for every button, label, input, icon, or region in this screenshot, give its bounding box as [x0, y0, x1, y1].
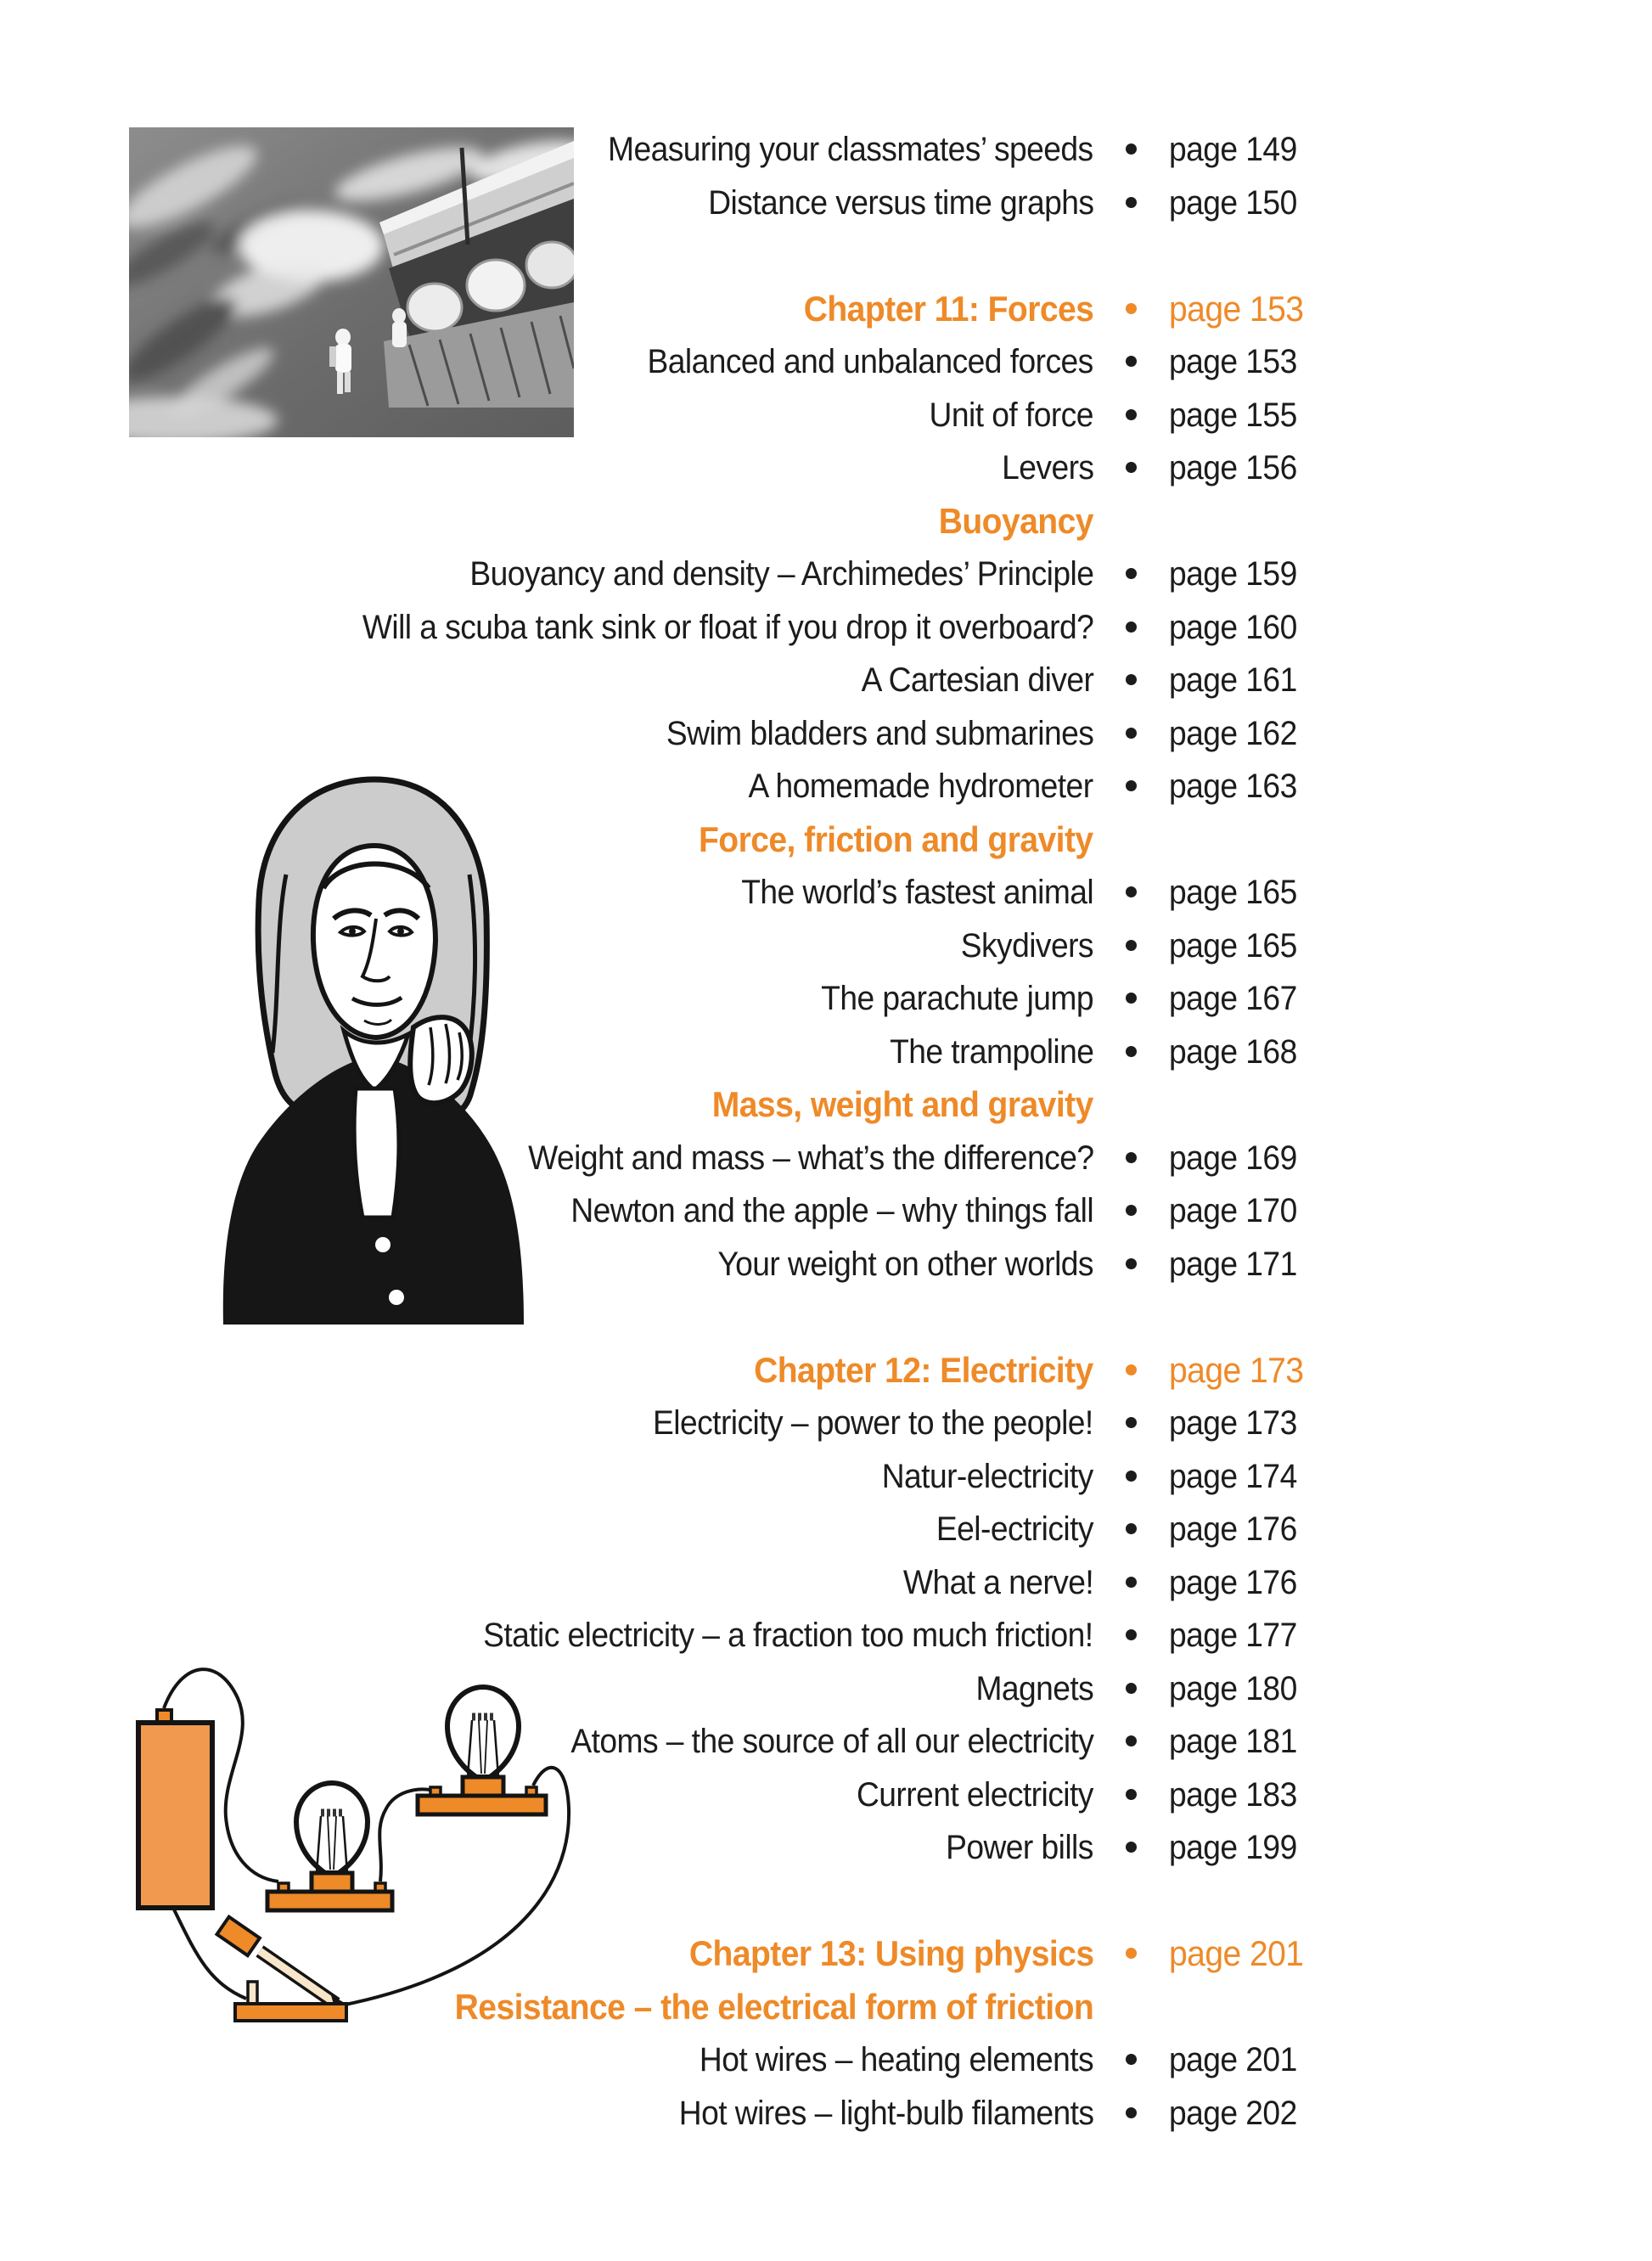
toc-page-ref: page 199	[1169, 1829, 1297, 1866]
toc-page-ref: page 181	[1169, 1723, 1297, 1760]
toc-row	[0, 1769, 1652, 1821]
toc-row	[0, 1715, 1652, 1768]
toc-entry-title: Natur-electricity	[882, 1458, 1093, 1495]
bullet-separator-icon	[1126, 1152, 1137, 1163]
bullet-separator-icon	[1126, 728, 1137, 739]
toc-page-ref: page 149	[1169, 131, 1297, 168]
toc-row	[0, 1132, 1652, 1184]
bullet-separator-icon	[1126, 1364, 1137, 1375]
toc-section-heading: Mass, weight and gravity	[712, 1084, 1093, 1124]
toc-entry-title: The world’s fastest animal	[741, 874, 1093, 911]
bullet-separator-icon	[1126, 197, 1137, 208]
toc-chapter-title: Chapter 12: Electricity	[754, 1350, 1093, 1390]
toc-page-ref: page 165	[1169, 927, 1297, 965]
toc-row	[0, 1662, 1652, 1715]
toc-row	[0, 1609, 1652, 1662]
toc-entry-title: Unit of force	[929, 397, 1093, 434]
bullet-separator-icon	[1126, 303, 1137, 314]
toc-entry-title: Hot wires – light-bulb filaments	[678, 2095, 1093, 2132]
toc-row	[0, 1344, 1652, 1397]
toc-entry-title: Skydivers	[960, 927, 1093, 965]
toc-entry-title: A homemade hydrometer	[749, 768, 1093, 805]
bullet-separator-icon	[1126, 621, 1137, 633]
bullet-separator-icon	[1126, 674, 1137, 685]
toc-section-heading: Buoyancy	[938, 501, 1093, 541]
bullet-separator-icon	[1126, 143, 1137, 155]
bullet-separator-icon	[1126, 2107, 1137, 2118]
toc-page-ref: page 167	[1169, 980, 1297, 1017]
toc-page-ref: page 159	[1169, 555, 1297, 593]
toc-entry-title: Swim bladders and submarines	[666, 715, 1093, 752]
toc-row	[0, 123, 1652, 176]
toc-page-ref: page 155	[1169, 397, 1297, 434]
toc-entry-title: Hot wires – heating elements	[699, 2041, 1093, 2078]
toc-page-ref: page 201	[1169, 2041, 1297, 2078]
bullet-separator-icon	[1126, 1629, 1137, 1640]
bullet-separator-icon	[1126, 1523, 1137, 1534]
toc-entry-title: Distance versus time graphs	[707, 184, 1093, 222]
bullet-separator-icon	[1126, 1789, 1137, 1800]
toc-entry-title: The parachute jump	[821, 980, 1093, 1017]
toc-entry-title: A Cartesian diver	[861, 661, 1093, 699]
bullet-separator-icon	[1126, 1258, 1137, 1269]
toc-page-ref: page 202	[1169, 2095, 1297, 2132]
toc-section-heading: Force, friction and gravity	[699, 819, 1093, 859]
toc-page-ref: page 162	[1169, 715, 1297, 752]
bullet-separator-icon	[1126, 1417, 1137, 1428]
bullet-separator-icon	[1126, 1948, 1137, 1959]
toc-row	[0, 920, 1652, 972]
bullet-separator-icon	[1126, 409, 1137, 420]
toc-entry-title: Balanced and unbalanced forces	[647, 343, 1093, 380]
bullet-separator-icon	[1126, 462, 1137, 473]
toc-page-ref: page 171	[1169, 1246, 1297, 1283]
toc-row	[0, 1927, 1652, 1980]
toc-row	[0, 335, 1652, 388]
toc-entry-title: The trampoline	[889, 1033, 1093, 1071]
toc-row	[0, 866, 1652, 919]
bullet-separator-icon	[1126, 356, 1137, 367]
bullet-separator-icon	[1126, 993, 1137, 1004]
toc-entry-title: Eel-ectricity	[936, 1510, 1093, 1548]
toc-entry-title: Will a scuba tank sink or float if you drop it overboard?	[362, 609, 1093, 646]
toc-chapter-title: Chapter 11: Forces	[803, 289, 1093, 329]
toc-page-ref: page 156	[1169, 449, 1297, 487]
toc-row	[0, 1981, 1652, 2033]
toc-page-ref: page 165	[1169, 874, 1297, 911]
toc-row	[0, 389, 1652, 442]
toc-page-ref: page 169	[1169, 1139, 1297, 1177]
toc-row	[0, 1556, 1652, 1609]
toc-row	[0, 1238, 1652, 1291]
toc-page-ref: page 174	[1169, 1458, 1297, 1495]
bullet-separator-icon	[1126, 780, 1137, 791]
toc-row	[0, 1184, 1652, 1237]
toc-entry-title: Measuring your classmates’ speeds	[608, 131, 1093, 168]
toc-entry-title: Electricity – power to the people!	[653, 1404, 1093, 1442]
toc-page-ref: page 153	[1169, 289, 1304, 329]
toc-entry-title: Levers	[1001, 449, 1093, 487]
toc-page-ref: page 176	[1169, 1510, 1297, 1548]
toc-chapter-title: Chapter 13: Using physics	[688, 1933, 1093, 1973]
toc-page-ref: page 180	[1169, 1670, 1297, 1707]
toc-row	[0, 548, 1652, 600]
toc-row	[0, 972, 1652, 1025]
toc-row	[0, 283, 1652, 335]
toc-entry-title: Weight and mass – what’s the difference?	[527, 1139, 1093, 1177]
toc-page-ref: page 173	[1169, 1350, 1304, 1390]
toc-page-ref: page 176	[1169, 1564, 1297, 1601]
bullet-separator-icon	[1126, 2054, 1137, 2065]
toc-entry-title: Buoyancy and density – Archimedes’ Principle	[469, 555, 1093, 593]
toc-page-ref: page 153	[1169, 343, 1297, 380]
toc-entry-title: Your weight on other worlds	[717, 1246, 1093, 1283]
toc-row	[0, 760, 1652, 813]
toc-row	[0, 1078, 1652, 1131]
toc-page-ref: page 163	[1169, 768, 1297, 805]
toc-row	[0, 1503, 1652, 1555]
bullet-separator-icon	[1126, 1046, 1137, 1057]
toc-entry-title: Atoms – the source of all our electricity	[570, 1723, 1093, 1760]
bullet-separator-icon	[1126, 1735, 1137, 1746]
toc-row	[0, 1397, 1652, 1449]
toc-page-ref: page 150	[1169, 184, 1297, 222]
toc-entry-title: Newton and the apple – why things fall	[570, 1192, 1093, 1229]
toc-entry-title: Static electricity – a fraction too much friction!	[483, 1617, 1093, 1654]
toc-row	[0, 495, 1652, 548]
toc-section-heading: Resistance – the electrical form of friction	[454, 1987, 1093, 2027]
bullet-separator-icon	[1126, 1577, 1137, 1588]
toc-row	[0, 1821, 1652, 1874]
toc-page-ref: page 170	[1169, 1192, 1297, 1229]
toc-row	[0, 442, 1652, 494]
toc-page-ref: page 168	[1169, 1033, 1297, 1071]
bullet-separator-icon	[1126, 1842, 1137, 1853]
toc-row	[0, 1026, 1652, 1078]
toc-page-ref: page 173	[1169, 1404, 1297, 1442]
toc-entry-title: Power bills	[946, 1829, 1093, 1866]
toc-page-ref: page 183	[1169, 1776, 1297, 1814]
toc-row	[0, 2087, 1652, 2140]
toc-row	[0, 601, 1652, 654]
toc-page-ref: page 201	[1169, 1933, 1304, 1973]
toc-row	[0, 813, 1652, 866]
bullet-separator-icon	[1126, 1471, 1137, 1482]
toc-page-ref: page 177	[1169, 1617, 1297, 1654]
toc-row	[0, 177, 1652, 229]
toc-page-ref: page 160	[1169, 609, 1297, 646]
bullet-separator-icon	[1126, 1205, 1137, 1216]
toc-row	[0, 2033, 1652, 2086]
toc-row	[0, 654, 1652, 706]
bullet-separator-icon	[1126, 886, 1137, 897]
toc-row	[0, 1450, 1652, 1503]
toc-entry-title: Current electricity	[857, 1776, 1093, 1814]
toc-page-ref: page 161	[1169, 661, 1297, 699]
bullet-separator-icon	[1126, 1683, 1137, 1694]
toc-entry-title: What a nerve!	[902, 1564, 1093, 1601]
bullet-separator-icon	[1126, 568, 1137, 579]
toc-row	[0, 707, 1652, 760]
bullet-separator-icon	[1126, 940, 1137, 951]
toc-entry-title: Magnets	[975, 1670, 1093, 1707]
